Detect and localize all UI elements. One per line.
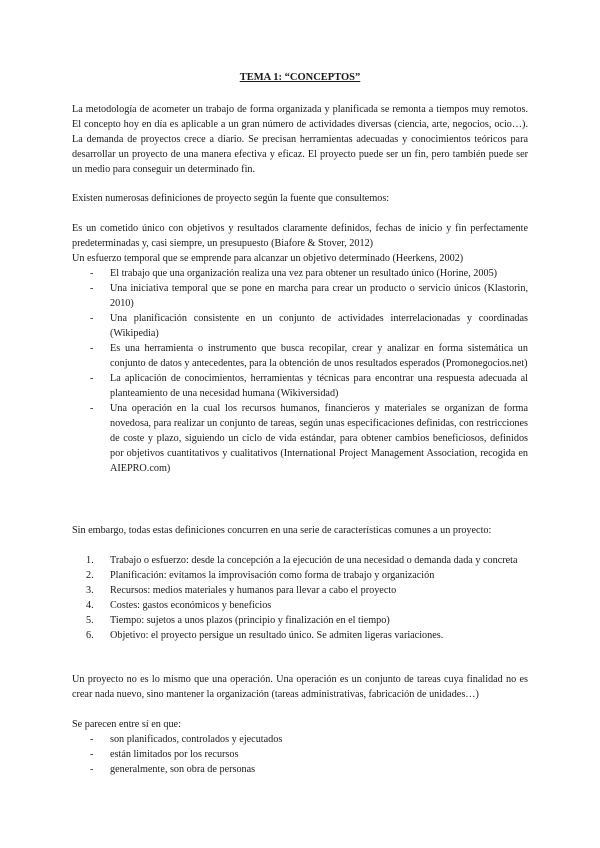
list-item: - están limitados por los recursos <box>90 749 239 760</box>
operation-paragraph: Un proyecto no es lo mismo que una operación. Una operación es un conjunto de tareas cuya finalidad no es crear nada nuevo, sino mantener la organización (tareas administrativas, fabricación de unidades…) <box>72 674 528 700</box>
dash-bullet: - <box>90 313 94 324</box>
dash-bullet: - <box>90 268 94 279</box>
list-item: - Una iniciativa temporal que se pone en marcha para crear un producto o servicio únicos (Klastorin, 2010) <box>90 283 528 309</box>
list-number: 2. <box>86 570 94 581</box>
list-number: 3. <box>86 585 94 596</box>
list-item: 1. Trabajo o esfuerzo: desde la concepción a la ejecución de una necesidad o demanda dada y concreta <box>86 555 518 566</box>
list-item: - El trabajo que una organización realiza una vez para obtener un resultado único (Horine, 2005) <box>90 268 498 279</box>
features-list <box>72 553 528 643</box>
list-item: 6. Objetivo: el proyecto persigue un resultado único. Se admiten ligeras variaciones. <box>86 630 444 641</box>
list-item: - son planificados, controlados y ejecutados <box>90 734 283 745</box>
list-item: - La aplicación de conocimientos, herramientas y técnicas para encontrar una respuesta adecuada al planteamiento de una necesidad humana (Wikiversidad) <box>90 373 528 399</box>
similar-list <box>72 732 528 777</box>
list-number: 4. <box>86 600 94 611</box>
dash-bullet: - <box>90 373 94 384</box>
list-item: 5. Tiempo: sujetos a unos plazos (principio y finalización en el tiempo) <box>86 615 390 626</box>
list-number: 1. <box>86 555 94 566</box>
definition-1: Es un cometido único con objetivos y resultados claramente definidos, fechas de inicio y fin perfectamente predeterminadas y, casi siempre, un presupuesto (Biafore & Stover, 2012) <box>72 223 528 249</box>
dash-bullet: - <box>90 749 94 760</box>
list-item: - generalmente, son obra de personas <box>90 764 256 775</box>
features-intro: Sin embargo, todas estas definiciones concurren en una serie de características comunes a un proyecto: <box>72 525 492 536</box>
list-item: - Es una herramienta o instrumento que busca recopilar, crear y analizar en forma sistemática un conjunto de datos y antecedentes, para la obtención de unos resultados esperados (Promonegocios.net) <box>90 343 528 369</box>
list-item: 2. Planificación: evitamos la improvisación como forma de trabajo y organización <box>86 570 435 581</box>
dash-bullet: - <box>90 283 94 294</box>
page-title: TEMA 1: “CONCEPTOS” <box>239 72 361 83</box>
definitions-list <box>72 266 528 476</box>
dash-bullet: - <box>90 403 94 414</box>
list-item: 4. Costes: gastos económicos y beneficios <box>86 600 272 611</box>
list-item: - Una operación en la cual los recursos humanos, financieros y materiales se organizan de forma novedosa, para realizar un conjunto de tareas, según unas especificaciones definidas, con restricciones de coste y plazo, siguiendo un ciclo de vida estándar, para obtener cambios beneficiosos, definidos por objetivos cuantitativos y cualitativos (International Project Management Association, recogida en AIEPRO.com) <box>90 403 528 474</box>
definitions-intro: Existen numerosas definiciones de proyecto según la fuente que consultemos: <box>72 193 390 204</box>
definition-2: Un esfuerzo temporal que se emprende para alcanzar un objetivo determinado (Heerkens, 2002) <box>72 253 464 264</box>
list-item: - Una planificación consistente en un conjunto de actividades interrelacionadas y coordinadas (Wikipedia) <box>90 313 528 339</box>
list-item: 3. Recursos: medios materiales y humanos para llevar a cabo el proyecto <box>86 585 397 596</box>
dash-bullet: - <box>90 764 94 775</box>
intro-paragraph: La metodología de acometer un trabajo de forma organizada y planificada se remonta a tiempos muy remotos. El concepto hoy en día es aplicable a un gran número de actividades diversas (ciencia, arte, negocios, ocio…). La demanda de proyectos crece a diario. Se precisan herramientas adecuadas y conocimientos teóricos para desarrollar un proyecto de una manera efectiva y eficaz. El proyecto puede ser un fin, pero también puede ser un medio para conseguir un determinado fin. <box>72 104 528 175</box>
dash-bullet: - <box>90 734 94 745</box>
list-number: 5. <box>86 615 94 626</box>
dash-bullet: - <box>90 343 94 354</box>
similar-intro: Se parecen entre sí en que: <box>72 719 181 730</box>
list-number: 6. <box>86 630 94 641</box>
